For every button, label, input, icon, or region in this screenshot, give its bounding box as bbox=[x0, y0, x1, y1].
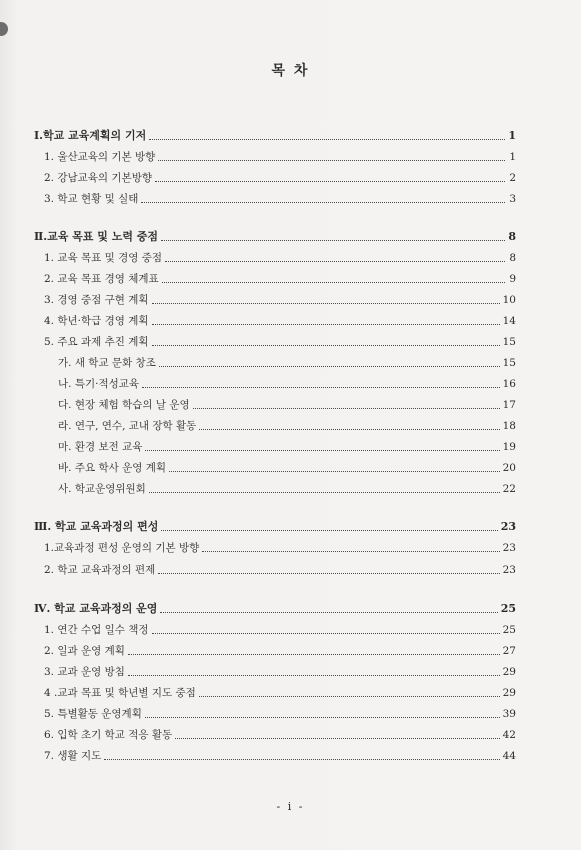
toc-entry-label: 3. 교과 운영 방침 bbox=[44, 666, 125, 678]
toc-entry-label: 1. 교육 목표 및 경영 중점 bbox=[44, 252, 162, 264]
toc-entry bbox=[58, 398, 516, 412]
toc-entry bbox=[44, 665, 516, 679]
toc-entry-page-number: 15 bbox=[502, 357, 516, 369]
toc-entry bbox=[44, 686, 516, 700]
toc-entry bbox=[58, 482, 516, 496]
toc-entry-page-number: 15 bbox=[502, 336, 516, 348]
toc-entry bbox=[44, 314, 516, 328]
toc-entry-page-number: 14 bbox=[502, 315, 516, 327]
toc-entry-label: Ⅳ. 학교 교육과정의 운영 bbox=[34, 602, 158, 615]
toc-entry bbox=[44, 644, 516, 658]
toc-entry-page-number: 10 bbox=[502, 294, 516, 306]
dot-leader bbox=[169, 471, 500, 472]
toc-entry-label: 2. 교육 목표 경영 체계표 bbox=[44, 273, 159, 285]
toc-entry-label: 3. 학교 현황 및 실태 bbox=[44, 193, 139, 205]
toc-entry-page-number: 23 bbox=[500, 520, 516, 533]
toc-entry-label: 라. 연구, 연수, 교내 장학 활동 bbox=[58, 420, 197, 432]
toc-entry-page-number: 29 bbox=[502, 666, 516, 678]
dot-leader bbox=[161, 530, 497, 531]
toc-section-entry bbox=[34, 129, 516, 143]
toc-entry bbox=[44, 293, 516, 307]
toc-entry-page-number: 2 bbox=[509, 172, 516, 184]
toc-entry-page-number: 3 bbox=[509, 193, 516, 205]
dot-leader bbox=[141, 202, 505, 203]
dot-leader bbox=[155, 181, 505, 182]
toc-entry-label: 2. 학교 교육과정의 편제 bbox=[44, 564, 156, 576]
toc-entry-page-number: 18 bbox=[502, 420, 516, 432]
dot-leader bbox=[199, 696, 500, 697]
toc-entry bbox=[58, 419, 516, 433]
dot-leader bbox=[193, 408, 500, 409]
toc-entry bbox=[44, 749, 516, 763]
dot-leader bbox=[202, 551, 499, 552]
dot-leader bbox=[162, 282, 505, 283]
toc-entry-label: Ⅰ.학교 교육계획의 기저 bbox=[34, 129, 147, 142]
toc-entry bbox=[44, 335, 516, 349]
dot-leader bbox=[165, 261, 505, 262]
toc-entry bbox=[44, 728, 516, 742]
dot-leader bbox=[161, 240, 505, 241]
toc-entry bbox=[58, 440, 516, 454]
toc-entry-page-number: 25 bbox=[500, 602, 516, 615]
toc-section-entry bbox=[34, 230, 516, 244]
page-number-footer: - i - bbox=[276, 800, 305, 813]
toc-entry bbox=[58, 377, 516, 391]
toc-entry bbox=[44, 171, 516, 185]
toc-entry-page-number: 17 bbox=[502, 399, 516, 411]
dot-leader bbox=[175, 738, 499, 739]
toc-entry-label: 바. 주요 학사 운영 계획 bbox=[58, 462, 166, 474]
toc-entry-label: 2. 일과 운영 계획 bbox=[44, 645, 125, 657]
toc-entry-page-number: 44 bbox=[502, 750, 516, 762]
dot-leader bbox=[104, 759, 499, 760]
dot-leader bbox=[159, 366, 500, 367]
toc-entry bbox=[44, 272, 516, 286]
toc-entry-label: 5. 특별활동 운영계획 bbox=[44, 708, 142, 720]
toc-entry-label: 1. 울산교육의 기본 방향 bbox=[44, 151, 156, 163]
toc-entry bbox=[44, 192, 516, 206]
toc-entry-page-number: 20 bbox=[502, 462, 516, 474]
dot-leader bbox=[152, 345, 500, 346]
toc-section-entry bbox=[34, 602, 516, 616]
toc-entry-label: 4 .교과 목표 및 학년별 지도 중점 bbox=[44, 687, 196, 699]
dot-leader bbox=[158, 573, 499, 574]
dot-leader bbox=[199, 429, 499, 430]
toc-entry bbox=[44, 541, 516, 555]
toc-entry-label: 6. 입학 초기 학교 적응 활동 bbox=[44, 729, 173, 741]
toc-title: 목 차 bbox=[271, 63, 310, 79]
toc-entry bbox=[58, 356, 516, 370]
toc-entry-label: 7. 생활 지도 bbox=[44, 750, 102, 762]
toc-entry-label: 나. 특기·적성교육 bbox=[58, 378, 140, 390]
toc-entry-label: 가. 새 학교 문화 창조 bbox=[58, 357, 156, 369]
dot-leader bbox=[158, 160, 505, 161]
dot-leader bbox=[128, 675, 500, 676]
toc-entry-page-number: 29 bbox=[502, 687, 516, 699]
toc-entry-label: 사. 학교운영위원회 bbox=[58, 483, 146, 495]
toc-entry-page-number: 9 bbox=[509, 273, 516, 285]
toc-entry-page-number: 8 bbox=[509, 252, 516, 264]
dot-leader bbox=[142, 387, 500, 388]
toc-entry-label: 4. 학년·학급 경영 계획 bbox=[44, 315, 149, 327]
toc-entry-label: 1.교육과정 편성 운영의 기본 방향 bbox=[44, 542, 200, 554]
toc-entry-label: 2. 강남교육의 기본방향 bbox=[44, 172, 152, 184]
toc-entry-page-number: 39 bbox=[502, 708, 516, 720]
toc-entry-label: 3. 경영 중점 구현 계획 bbox=[44, 294, 149, 306]
toc-entry-label: 마. 환경 보전 교육 bbox=[58, 441, 143, 453]
toc-entry-page-number: 1 bbox=[509, 151, 516, 163]
toc-entry bbox=[44, 150, 516, 164]
toc-entry-page-number: 19 bbox=[502, 441, 516, 453]
toc-entry-page-number: 42 bbox=[502, 729, 516, 741]
toc-section-entry bbox=[34, 520, 516, 534]
toc-entry bbox=[44, 707, 516, 721]
toc-entry-label: 다. 현장 체험 학습의 날 운영 bbox=[58, 399, 190, 411]
toc-entry bbox=[58, 461, 516, 475]
toc-entry-page-number: 1 bbox=[508, 129, 516, 142]
toc-entry-page-number: 23 bbox=[502, 564, 516, 576]
toc-entry-page-number: 23 bbox=[502, 542, 516, 554]
dot-leader bbox=[160, 612, 497, 613]
toc-entry-label: 5. 주요 과제 추진 계획 bbox=[44, 336, 149, 348]
dot-leader bbox=[145, 450, 499, 451]
dot-leader bbox=[128, 654, 500, 655]
toc-entry-page-number: 8 bbox=[508, 230, 516, 243]
toc-entry-label: 1. 연간 수업 일수 책정 bbox=[44, 624, 149, 636]
dot-leader bbox=[152, 324, 500, 325]
toc-entry bbox=[44, 563, 516, 577]
dot-leader bbox=[152, 303, 500, 304]
toc-entry-page-number: 27 bbox=[502, 645, 516, 657]
dot-leader bbox=[149, 139, 505, 140]
toc-entry-label: Ⅱ.교육 목표 및 노력 중점 bbox=[34, 230, 159, 243]
dot-leader bbox=[149, 492, 500, 493]
toc-entry-label: Ⅲ. 학교 교육과정의 편성 bbox=[34, 520, 159, 533]
dot-leader bbox=[145, 717, 500, 718]
toc-entry-page-number: 22 bbox=[502, 483, 516, 495]
dot-leader bbox=[152, 633, 500, 634]
toc-entry-page-number: 25 bbox=[502, 624, 516, 636]
toc-entry-page-number: 16 bbox=[502, 378, 516, 390]
toc-entry bbox=[44, 623, 516, 637]
toc-entry bbox=[44, 251, 516, 265]
